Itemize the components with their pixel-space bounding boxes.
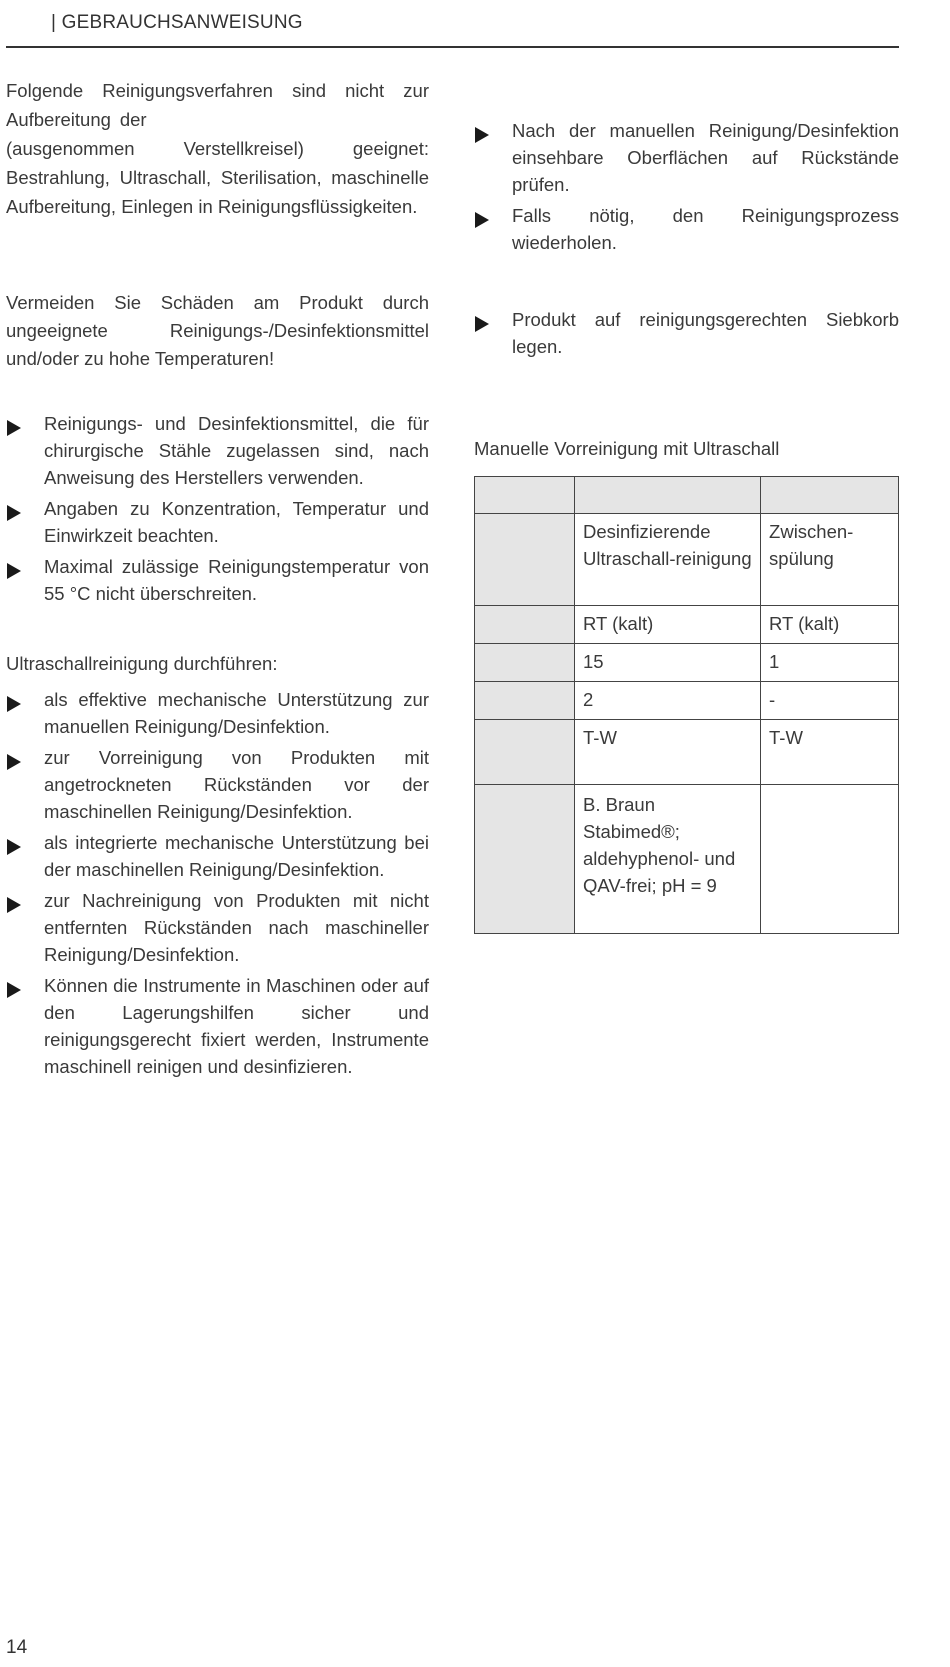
- bullet-text: als effektive mechanische Unterstützung zur manuellen Reinigung/Desinfektion.: [44, 689, 429, 737]
- table-row: [475, 606, 899, 644]
- bullet-text: Können die Instrumente in Maschinen oder auf den Lagerungshilfen sicher und reinigungsgerecht fixiert werden, Instrumente maschinell reinigen und desinfizieren.: [44, 975, 429, 1077]
- table-cell: 1: [761, 644, 899, 682]
- bullet-text: Angaben zu Konzentration, Temperatur und Einwirkzeit beachten.: [44, 498, 429, 546]
- table-row: [475, 682, 899, 720]
- table-cell: -: [761, 682, 899, 720]
- table-cell: T-W: [575, 720, 761, 785]
- table-cell: Desinfizierende Ultraschall-reinigung: [575, 514, 761, 606]
- bullet-item: [6, 410, 429, 491]
- bullet-item: [6, 495, 429, 549]
- bullet-text: zur Vorreinigung von Produkten mit angetrockneten Rückständen vor der maschinellen Reinigung/Desinfektion.: [44, 747, 429, 822]
- bullet-text: Maximal zulässige Reinigungstemperatur von 55 °C nicht überschreiten.: [44, 556, 429, 604]
- table-row: [475, 720, 899, 785]
- ultrasonic-heading-block: [6, 650, 429, 678]
- table-row: [475, 785, 899, 934]
- bullet-text: Produkt auf reinigungsgerechten Siebkorb legen.: [512, 309, 899, 357]
- table-cell-label: [475, 720, 575, 785]
- bullet-arrow-icon: [7, 420, 21, 436]
- bullet-item: [6, 744, 429, 825]
- bullet-arrow-icon: [7, 563, 21, 579]
- table-cell: [575, 477, 761, 514]
- table-cell-label: [475, 644, 575, 682]
- table-cell: RT (kalt): [575, 606, 761, 644]
- left-bullets-block: [6, 410, 429, 607]
- bullet-arrow-icon: [7, 696, 21, 712]
- bullet-item: [6, 686, 429, 740]
- header-title-text: GEBRAUCHSANWEISUNG: [61, 12, 303, 33]
- table-cell: B. Braun Stabimed®; aldehyphenol- und QAV-frei; pH = 9: [575, 785, 761, 934]
- ultrasonic-heading: Ultraschallreinigung durchführen:: [6, 653, 278, 674]
- page-header: [6, 10, 899, 48]
- bullet-arrow-icon: [475, 127, 489, 143]
- table-cell-label: [475, 477, 575, 514]
- bullet-arrow-icon: [7, 505, 21, 521]
- table-row: [475, 477, 899, 514]
- bullet-arrow-icon: [7, 839, 21, 855]
- table-cell: [761, 785, 899, 934]
- bullet-text: zur Nachreinigung von Produkten mit nicht entfernten Rückständen nach maschineller Reinigung/Desinfektion.: [44, 890, 429, 965]
- table-cell-label: [475, 606, 575, 644]
- table-cell: Zwischen-spülung: [761, 514, 899, 606]
- left-intro-block: [6, 76, 429, 221]
- bullet-text: Falls nötig, den Reinigungsprozess wiederholen.: [512, 205, 899, 253]
- bullet-item: [474, 306, 899, 360]
- bullet-item: [474, 117, 899, 198]
- bullet-item: [6, 887, 429, 968]
- bullet-item: [6, 972, 429, 1080]
- bullet-text: als integrierte mechanische Unterstützung bei der maschinellen Reinigung/Desinfektion.: [44, 832, 429, 880]
- table-cell: 2: [575, 682, 761, 720]
- table-cell-label: [475, 682, 575, 720]
- intro-paragraph: Folgende Reinigungsverfahren sind nicht zur Aufbereitung der (ausgenommen Verstellkreisel) geeignet: Bestrahlung, Ultraschall, Sterilisation, maschinelle Aufbereitung, Einlegen in Reinigungsflüssigkeiten.: [6, 80, 429, 217]
- page-number: 14: [6, 1637, 28, 1658]
- table-block: [474, 476, 899, 934]
- right-bullet-mid: [474, 306, 899, 360]
- table-title: Manuelle Vorreinigung mit Ultraschall: [474, 438, 780, 459]
- bullet-arrow-icon: [7, 754, 21, 770]
- right-bullets-top: [474, 117, 899, 256]
- bullet-arrow-icon: [475, 212, 489, 228]
- table-cell: RT (kalt): [761, 606, 899, 644]
- table-cell-label: [475, 785, 575, 934]
- bullet-arrow-icon: [7, 982, 21, 998]
- table-row: [475, 644, 899, 682]
- bullet-text: Reinigungs- und Desinfektionsmittel, die für chirurgische Stähle zugelassen sind, nach Anweisung des Herstellers verwenden.: [44, 413, 429, 488]
- bullet-arrow-icon: [475, 316, 489, 332]
- bullet-text: Nach der manuellen Reinigung/Desinfektion einsehbare Oberflächen auf Rückstände prüfen.: [512, 120, 899, 195]
- left-warning-block: [6, 289, 429, 373]
- bullet-arrow-icon: [7, 897, 21, 913]
- table-cell: T-W: [761, 720, 899, 785]
- table-cell-label: [475, 514, 575, 606]
- bullet-item: [6, 829, 429, 883]
- header-title: | GEBRAUCHSANWEISUNG: [51, 12, 303, 33]
- bullet-item: [474, 202, 899, 256]
- cleaning-table: [474, 476, 899, 934]
- ultrasonic-bullets-block: [6, 686, 429, 1080]
- table-cell: [761, 477, 899, 514]
- bullet-item: [6, 553, 429, 607]
- table-cell: 15: [575, 644, 761, 682]
- table-row: [475, 514, 899, 606]
- warning-paragraph: Vermeiden Sie Schäden am Produkt durch ungeeignete Reinigungs-/Desinfektionsmittel und/oder zu hohe Temperaturen!: [6, 292, 429, 369]
- table-title-block: [474, 438, 899, 460]
